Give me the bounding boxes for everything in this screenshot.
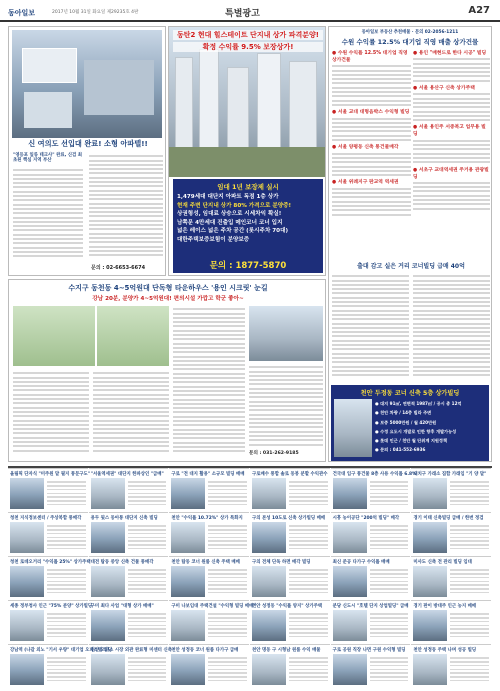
listing-title: 청천 로데오거리 "수익률 25%" 상가주택	[10, 560, 91, 565]
ad-bottom-sub: 강남 20분, 분양가 4~5억원대! 편의시설 가깝고 학군 좋아~	[92, 296, 244, 302]
feature-item: 남쪽문 4만세대 진출입 메인코너 코너 입지	[177, 219, 283, 226]
classified-listing	[250, 644, 330, 687]
classified-listing	[8, 512, 88, 555]
feature-item: 넓은 레이스 넓은 주차 공간 (롯시주차 70대)	[177, 228, 289, 235]
ad-bottom-col1	[13, 370, 89, 454]
listing-title: 천안 성정동 "수익률 양지" 상가주택	[252, 604, 323, 609]
listing-photo	[252, 654, 286, 685]
classified-listing	[169, 644, 249, 687]
classified-listing	[411, 644, 491, 687]
ad-center-feature-title: 임대 1년 보장제 실시	[217, 183, 279, 191]
listing-photo	[10, 566, 44, 597]
listing-photo	[413, 610, 447, 641]
classified-listing	[411, 600, 491, 643]
page-header	[0, 0, 500, 22]
listing-title: 세종 정부청사 인근 "75% 분양" 상가빌딩	[10, 604, 93, 609]
listing-body	[289, 479, 328, 508]
ad-bottom	[8, 279, 326, 462]
listing-body	[208, 479, 247, 508]
classified-listing	[89, 556, 169, 599]
ad-right-mid-col1	[332, 273, 409, 378]
listing-body	[208, 523, 247, 552]
listing-body	[450, 611, 489, 640]
classified-listing	[331, 556, 411, 599]
classified-listing	[331, 468, 417, 511]
classified-listing	[169, 512, 249, 555]
classified-listing	[8, 468, 91, 511]
ad-left-body-col2	[89, 153, 163, 258]
listing-title: 천안 명동 구 시형남 원룸 수익 매물	[252, 648, 321, 653]
listing-body	[289, 655, 328, 684]
listing-title: 시흥 농이공단 "200억 빌딩" 매각	[332, 516, 400, 521]
ad-left-sub: "영등포 일류 테크사" 완료, 신검 최초된 핵심 지역 부산	[13, 153, 83, 164]
listing-body	[289, 611, 328, 640]
ad-left-body-col1	[13, 167, 83, 260]
listing-body	[47, 523, 86, 552]
banner-item: ● 천안 차량 / 14층 빌라 주변	[375, 410, 432, 416]
ad-left	[8, 26, 166, 276]
classified-listing	[89, 468, 169, 511]
listing-photo	[252, 478, 286, 509]
banner-item: ● 대지 91㎡, 연면적 1987㎡ / 공시 총 12억	[375, 401, 462, 406]
ad-right-headline: 수원 수익률 12.5% 대기업 직영 매출 상가건물	[341, 38, 479, 46]
classified-listing	[411, 556, 491, 599]
ad-right-col2	[413, 49, 490, 212]
ad-left-phone: 문의 : 02-6653-6674	[91, 265, 146, 271]
feature-item: 대한주택보증보험이 분양보증	[177, 236, 250, 243]
classified-listing	[8, 644, 113, 687]
listing-photo	[10, 610, 44, 641]
listing-body	[128, 479, 167, 508]
listing-title: 구의 전체 단독 하면 매각 빌딩	[252, 560, 311, 565]
listing-title: ● 용인 "매현드로 한다 시공" 빌딩	[413, 51, 487, 56]
listing-photo	[252, 522, 286, 553]
classified-listing	[331, 512, 411, 555]
newspaper-logo: 동아일보	[8, 8, 36, 17]
ad-bottom-col2	[93, 370, 169, 454]
ad-right-col1	[332, 49, 411, 218]
listing-title: 경기 이태 신축빌딩 급매 / 한번 정검	[413, 516, 484, 521]
listing-title: 경기 판이 방대주 인근 농지 매매	[413, 604, 477, 609]
aerial-map-photo	[249, 306, 323, 361]
listing-title: 용두 뒷스 동아통 대단지 신축 빌딩	[90, 516, 158, 521]
classified-listing	[169, 468, 249, 511]
listing-photo	[333, 566, 367, 597]
classified-listing	[411, 512, 491, 555]
townhouse-photo-1	[13, 306, 95, 366]
listing-title: ● 서울 양평동 신축 통건물매각	[332, 145, 399, 151]
banner-item: ● 문의 : 041-552-6936	[375, 447, 426, 453]
listing-title: ● 서울 교대 대형음박스 수익형 빌딩	[332, 110, 410, 116]
listing-title: ● 서초구 교대역세권 주거용 관광빌딩	[413, 167, 489, 180]
classified-grid	[8, 466, 492, 688]
listing-body	[370, 567, 409, 596]
listing-title: 천안 성정동 코너 원룸 다가구 급매	[171, 648, 239, 653]
classified-listing	[250, 556, 330, 599]
feature-item: 1,479세대 대단지 아파트 독점 1층 상가	[177, 194, 279, 200]
classified-listing	[169, 556, 249, 599]
ad-bottom-col4	[249, 364, 323, 448]
classified-listing	[331, 644, 411, 687]
listing-title: 천안 "수익률 10.72%" 상가 특화지	[171, 516, 243, 521]
listing-photo	[171, 478, 205, 509]
listing-body	[450, 523, 489, 552]
listing-title: 구미 최다 사업 "대형 상가 매매"	[90, 604, 154, 609]
banner-item: ● 보증 5000만원 / 월 420만원	[375, 419, 437, 425]
townhouse-photo-2	[97, 306, 169, 366]
classified-listing	[89, 600, 169, 643]
classified-listing	[169, 600, 256, 643]
listing-photo	[252, 566, 286, 597]
listing-body	[208, 655, 247, 684]
feature-item: 현재 주변 단지내 상가 80% 가격으로 분양중!	[177, 202, 292, 209]
classified-listing	[331, 600, 411, 643]
listing-title: 구로 공원 직장 나면 구원 수익형 빌딩	[332, 648, 406, 653]
listing-photo	[171, 610, 205, 641]
listing-photo	[91, 566, 125, 597]
banner-item: ● 수정 요도시 개발로 인한 향후 개발가능성	[375, 428, 457, 434]
listing-body	[208, 611, 247, 640]
ad-bottom-phone: 문의 : 031-262-9185	[249, 451, 299, 456]
listing-photo	[413, 522, 447, 553]
listing-photo	[10, 654, 44, 685]
listing-title: 강남역 (나갈 외노 "기서 우량" 대기업 오피스텔 빌딩	[10, 648, 113, 653]
classified-listing	[250, 512, 330, 555]
ad-right-mid-title: 출대 감고 실은 거리 코너빌딩 급매 40억	[357, 263, 465, 270]
listing-body	[128, 567, 167, 596]
classified-listing	[89, 512, 169, 555]
ad-center-banner	[173, 30, 323, 58]
ad-center-banner-1: 동탄2 현대 힐스테이트 단지내 상가 파격분양!	[173, 30, 323, 40]
listing-title: 청천 지식정보센터 / 주상복합 통매각	[10, 516, 82, 521]
listing-photo	[91, 610, 125, 641]
classified-listing	[8, 600, 93, 643]
listing-title: 천안 성정동 주택 나며 성공 빌딩	[413, 648, 477, 653]
ad-right	[328, 26, 492, 462]
listing-photo	[413, 478, 447, 509]
listing-body	[128, 611, 167, 640]
ad-center-banner-2: 확정 수익률 9.5% 보장상가!	[173, 42, 323, 52]
listing-title: 미사도 신축 전 관리 빌딩 임대	[413, 560, 472, 565]
classified-listing	[250, 600, 330, 643]
listing-photo	[171, 566, 205, 597]
listing-body	[289, 523, 328, 552]
listing-photo	[171, 654, 205, 685]
listing-body	[450, 655, 489, 684]
listing-title: 구로 "전 대지 활용" 소규모 빌딩 매매	[171, 472, 245, 477]
listing-title: "서울역세권" 대단지 한파상인 "급매"	[90, 472, 164, 477]
listing-title: 분당 신도시 "호텔 단지 상업빌딩" 급매	[332, 604, 409, 609]
page-number: A27	[468, 5, 490, 16]
listing-photo	[10, 522, 44, 553]
listing-title: 대전 탑동 중앙 신축 건물 통매각	[90, 560, 154, 565]
ad-bottom-col3	[173, 306, 245, 454]
section-title: 특별광고	[225, 9, 260, 19]
listing-photo	[91, 522, 125, 553]
listing-title: 천안 오피스 시장 외관 완료형 미센터 신축	[90, 648, 172, 653]
listing-title: 대치구 가래소 집합 가래임 "기 양 달"	[413, 472, 487, 477]
listing-photo	[91, 654, 125, 685]
listing-photo	[333, 522, 367, 553]
classified-listing	[89, 644, 172, 687]
listing-title: 최신 준공 다가구 수익률 매매	[332, 560, 390, 565]
ad-right-top-label: 동아일보 부동산 추천매물 · 문의 02-2056-1211	[361, 30, 459, 35]
ad-right-banner-box	[331, 385, 489, 461]
listing-title: 올림픽 단자식 "미주원 달 필지 통문구도"	[10, 472, 91, 477]
apartment-interior-photo	[12, 30, 162, 138]
classified-listing	[250, 468, 330, 511]
listing-title: ● 수원 수익률 12.5% 대기업 직영 상가건물	[332, 51, 408, 63]
listing-photo	[333, 478, 367, 509]
ad-center	[168, 26, 326, 276]
listing-title: 구의 본성 10도로 신축 상가빌딩 매매	[252, 516, 326, 521]
listing-body	[47, 567, 86, 596]
listing-body	[370, 655, 409, 684]
listing-body	[370, 479, 409, 508]
listing-photo	[171, 522, 205, 553]
listing-title: ● 서울 위례지구 판교역 역세권	[332, 180, 399, 186]
listing-photo	[91, 478, 125, 509]
listing-title: 천안 탑동 코너 원룸 신축 주택 매매	[171, 560, 240, 565]
ad-center-phone: 문의 : 1877-5870	[209, 261, 287, 271]
listing-body	[47, 479, 86, 508]
ad-right-mid-col2	[413, 273, 490, 378]
listing-photo	[413, 566, 447, 597]
listing-photo	[413, 654, 447, 685]
ad-bottom-headline: 수지구 동천동 4~5억원대 단독형 타운하우스 '용인 시크릿' 눈길	[68, 284, 268, 292]
listing-body	[47, 655, 86, 684]
listing-body	[208, 567, 247, 596]
listing-body	[289, 567, 328, 596]
ad-right-banner-title: 천안 두정동 코너 신축 5층 상가빌딩	[360, 390, 460, 397]
listing-body	[128, 655, 167, 684]
listing-photo	[333, 654, 367, 685]
listing-body	[370, 611, 409, 640]
listing-body	[47, 611, 86, 640]
listing-photo	[333, 610, 367, 641]
listing-title: 구미 나보임대 주택건설 "수익형 빌딩 매매"	[171, 604, 256, 609]
classified-listing	[411, 468, 491, 511]
feature-item: 상권형성, 임대료 상승으로 시세차익 확실!	[177, 211, 282, 218]
classified-listing	[8, 556, 91, 599]
listing-body	[450, 479, 489, 508]
listing-body	[370, 523, 409, 552]
listing-photo	[10, 478, 44, 509]
listing-title: 건국대 입구 통건물 8층 사용 수익률 6.8%	[332, 472, 417, 477]
listing-body	[128, 523, 167, 552]
listing-photo	[252, 610, 286, 641]
listing-body	[450, 567, 489, 596]
ad-left-headline: 신 여의도 선입대 완료! 소형 아파텔!!	[28, 139, 148, 148]
banner-item: ● 롯데 인근 / 천안 월 단위계 지원정책	[375, 438, 448, 444]
listing-title: 구로매수 통합 솔로 동봉 분할 수익관수	[252, 472, 328, 477]
building-photo	[334, 399, 372, 457]
listing-title: ● 서울 용인주 서중복고 업무용 빌딩	[413, 125, 486, 138]
issue-date: 2017년 10월 31일 화요일 제29235호 4판	[52, 10, 139, 15]
listing-title: ● 서울 용산구 신축 상가주택	[413, 86, 475, 92]
